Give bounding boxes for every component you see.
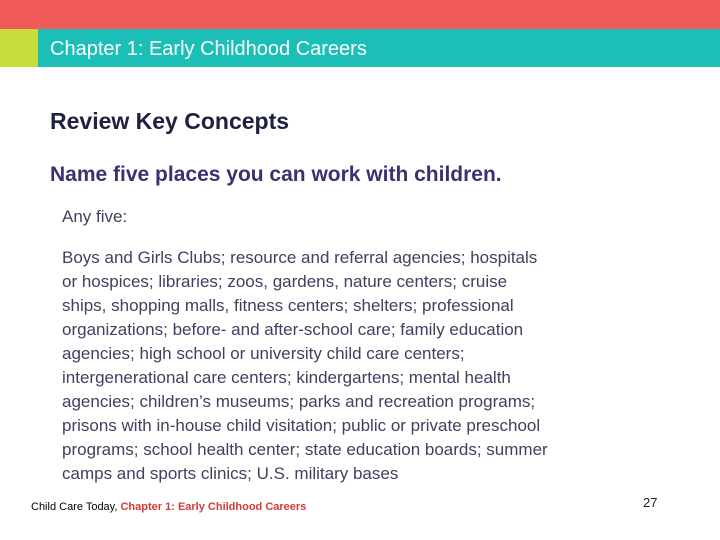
accent-block	[0, 29, 38, 67]
answer-line: ships, shopping malls, fitness centers; shelters; professional	[62, 296, 514, 315]
header-bar	[38, 29, 720, 67]
answer-line: or hospices; libraries; zoos, gardens, nature centers; cruise	[62, 272, 508, 291]
top-decorative-bar	[0, 0, 720, 29]
answer-line: agencies; high school or university child care centers;	[62, 344, 465, 363]
answer-line: camps and sports clinics; U.S. military bases	[62, 464, 399, 483]
answer-line: Boys and Girls Clubs; resource and referral agencies; hospitals	[62, 248, 538, 267]
footer-book-title: Child Care Today,	[31, 501, 121, 513]
slide-title: Chapter 1: Early Childhood Careers	[50, 38, 367, 60]
question-text: Name five places you can work with children.	[50, 163, 502, 186]
answer-intro: Any five:	[62, 207, 128, 226]
answer-line: organizations; before- and after-school care; family education	[62, 320, 524, 339]
answer-line: programs; school health center; state education boards; summer	[62, 440, 548, 459]
page-number: 27	[643, 495, 658, 510]
answer-body	[62, 246, 652, 486]
answer-line: agencies; children’s museums; parks and recreation programs;	[62, 392, 536, 411]
footer-citation	[31, 501, 306, 513]
footer-chapter: Chapter 1: Early Childhood Careers	[120, 501, 307, 513]
answer-line: intergenerational care centers; kindergartens; mental health	[62, 368, 511, 387]
answer-line: prisons with in-house child visitation; public or private preschool	[62, 416, 541, 435]
section-heading: Review Key Concepts	[50, 108, 290, 134]
